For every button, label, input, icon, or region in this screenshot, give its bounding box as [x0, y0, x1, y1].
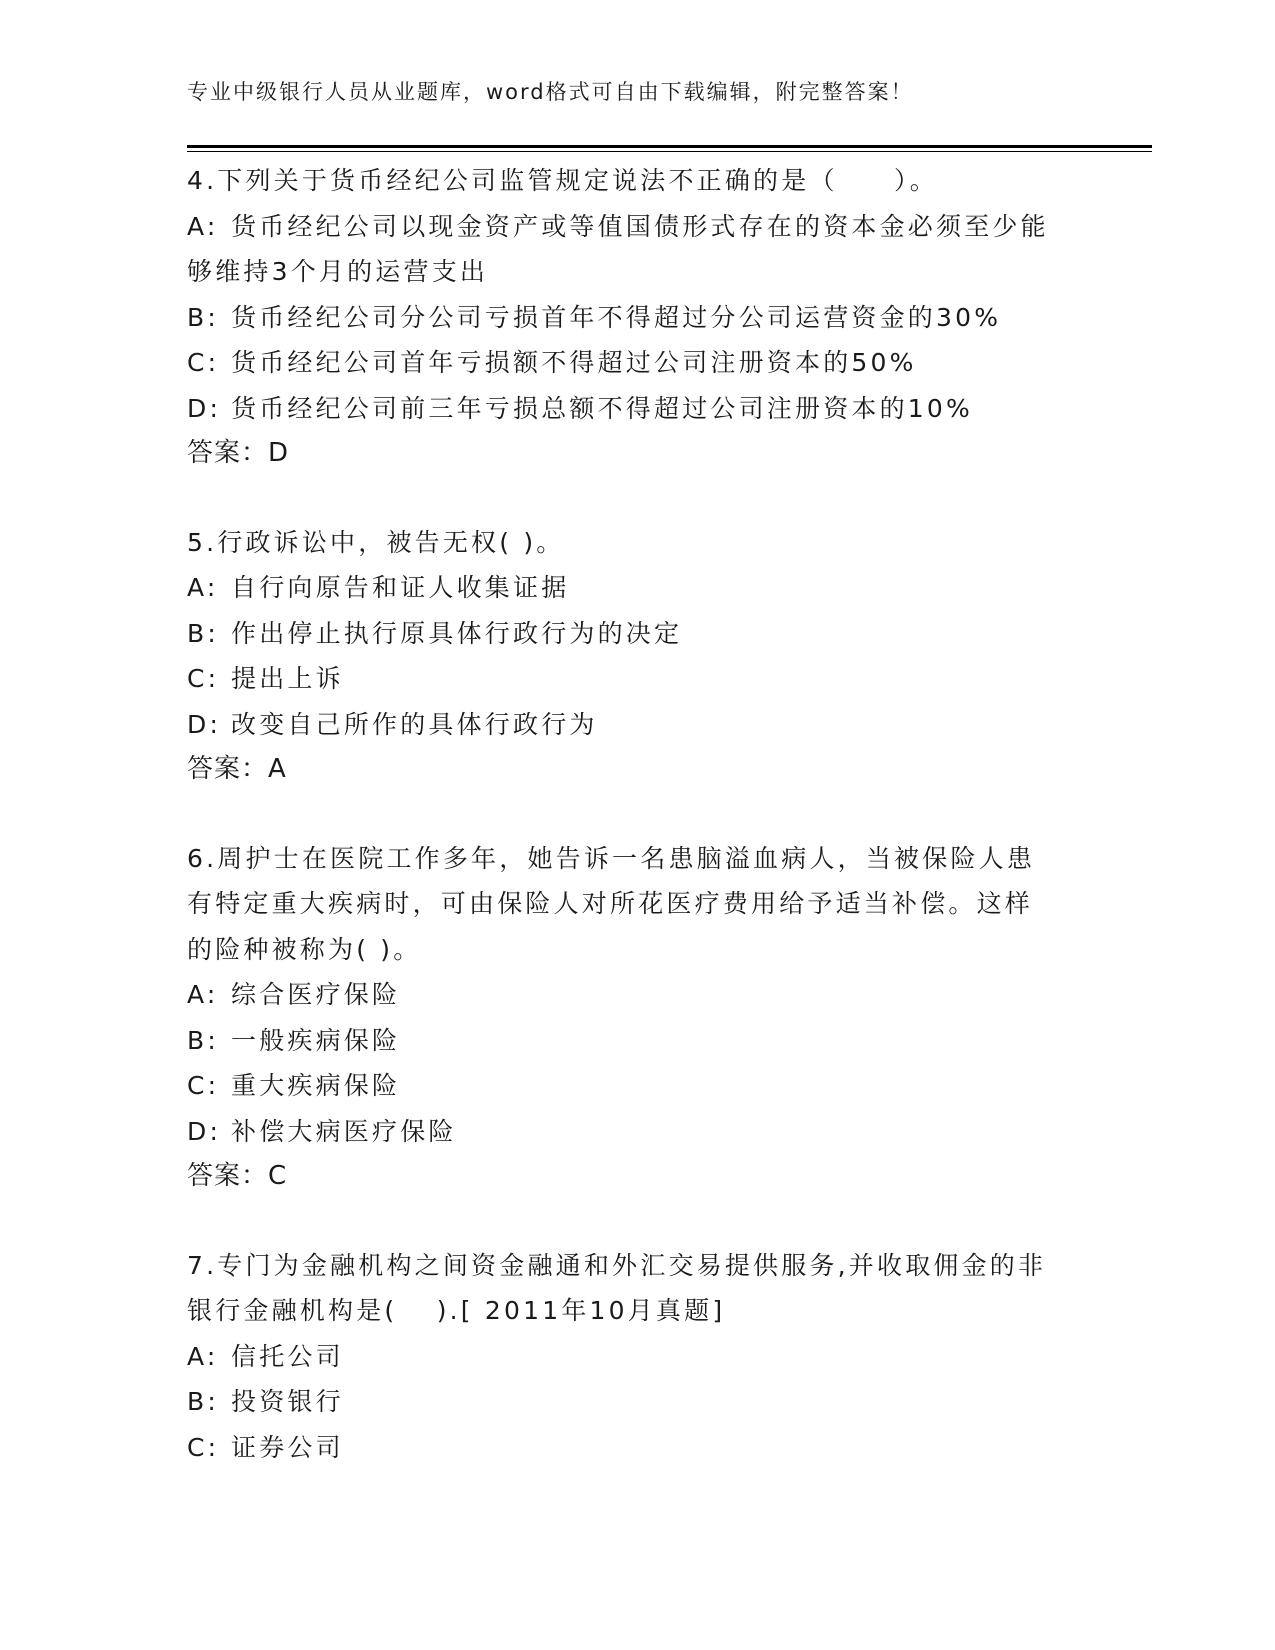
answer-line: 答案：A	[187, 754, 287, 784]
question-block	[187, 836, 1087, 1200]
option-key: D:	[187, 709, 222, 739]
question-stem: 5.行政诉讼中，被告无权( )。	[187, 527, 565, 557]
option-text: 信托公司	[231, 1341, 344, 1371]
option-row	[187, 1334, 1087, 1380]
option-row	[187, 340, 1087, 386]
question-stem: 4.下列关于货币经纪公司监管规定说法不正确的是（ ）。	[187, 166, 938, 195]
question-block	[187, 520, 1087, 793]
option-key: D:	[187, 393, 222, 423]
option-key: B:	[187, 1387, 219, 1416]
question-stem: 6.周护士在医院工作多年，她告诉一名患脑溢血病人，当被保险人患	[187, 843, 1036, 873]
answer-line: 答案：C	[187, 1161, 288, 1191]
option-key: B:	[187, 302, 219, 332]
option-text: 重大疾病保险	[231, 1071, 401, 1100]
option-row	[187, 1109, 1087, 1155]
option-key: C:	[187, 664, 220, 693]
option-text: 证券公司	[231, 1432, 344, 1462]
option-text: 货币经纪公司前三年亏损总额不得超过公司注册资本的10%	[231, 393, 973, 423]
option-row	[187, 656, 1087, 702]
question-spacer	[187, 477, 1087, 520]
option-text: 改变自己所作的具体行政行为	[231, 709, 598, 739]
option-row	[187, 1425, 1087, 1471]
option-row	[187, 1063, 1087, 1109]
option-text: 货币经纪公司首年亏损额不得超过公司注册资本的50%	[231, 348, 917, 377]
question-stem: 7.专门为金融机构之间资金融通和外汇交易提供服务,并收取佣金的非	[187, 1250, 1047, 1280]
answer-line: 答案：D	[187, 438, 290, 468]
option-key: B:	[187, 618, 219, 648]
option-key: C:	[187, 1071, 220, 1100]
option-key: A:	[187, 980, 219, 1009]
header-rule-thick	[187, 145, 1152, 148]
question-spacer	[187, 1200, 1087, 1243]
option-row	[187, 702, 1087, 748]
question-spacer	[187, 793, 1087, 836]
option-text: 一般疾病保险	[231, 1025, 401, 1055]
option-text: 自行向原告和证人收集证据	[231, 573, 570, 602]
option-row	[187, 295, 1087, 341]
header-rule-thin	[187, 151, 1152, 152]
option-row	[187, 204, 1087, 250]
option-key: A:	[187, 211, 219, 241]
option-row	[187, 1018, 1087, 1064]
option-text: 综合医疗保险	[231, 980, 401, 1009]
question-block	[187, 158, 1087, 477]
option-text-continued: 够维持3个月的运营支出	[187, 257, 489, 286]
option-row	[187, 1379, 1087, 1425]
option-text: 提出上诉	[231, 664, 344, 693]
option-row	[187, 972, 1087, 1018]
option-text: 货币经纪公司以现金资产或等值国债形式存在的资本金必须至少能	[231, 211, 1049, 241]
question-stem: 有特定重大疾病时，可由保险人对所花医疗费用给予适当补偿。这样	[187, 889, 1034, 918]
option-key: A:	[187, 573, 219, 602]
option-text: 补偿大病医疗保险	[231, 1116, 457, 1146]
option-text: 货币经纪公司分公司亏损首年不得超过分公司运营资金的30%	[231, 302, 1002, 332]
option-key: C:	[187, 348, 220, 377]
option-row	[187, 386, 1087, 432]
option-row	[187, 565, 1087, 611]
option-row	[187, 611, 1087, 657]
question-stem: 的险种被称为( )。	[187, 934, 422, 964]
option-text: 作出停止执行原具体行政行为的决定	[231, 618, 683, 648]
option-key: C:	[187, 1432, 220, 1462]
page-header-title: 专业中级银行人员从业题库，word格式可自由下载编辑，附完整答案！	[187, 80, 914, 104]
question-block	[187, 1243, 1087, 1471]
option-text: 投资银行	[231, 1387, 344, 1416]
question-list	[187, 158, 1087, 1470]
option-key: A:	[187, 1341, 219, 1371]
question-stem: 银行金融机构是( ).[ 2011年10月真题]	[187, 1296, 726, 1325]
option-key: B:	[187, 1025, 219, 1055]
option-key: D:	[187, 1116, 222, 1146]
